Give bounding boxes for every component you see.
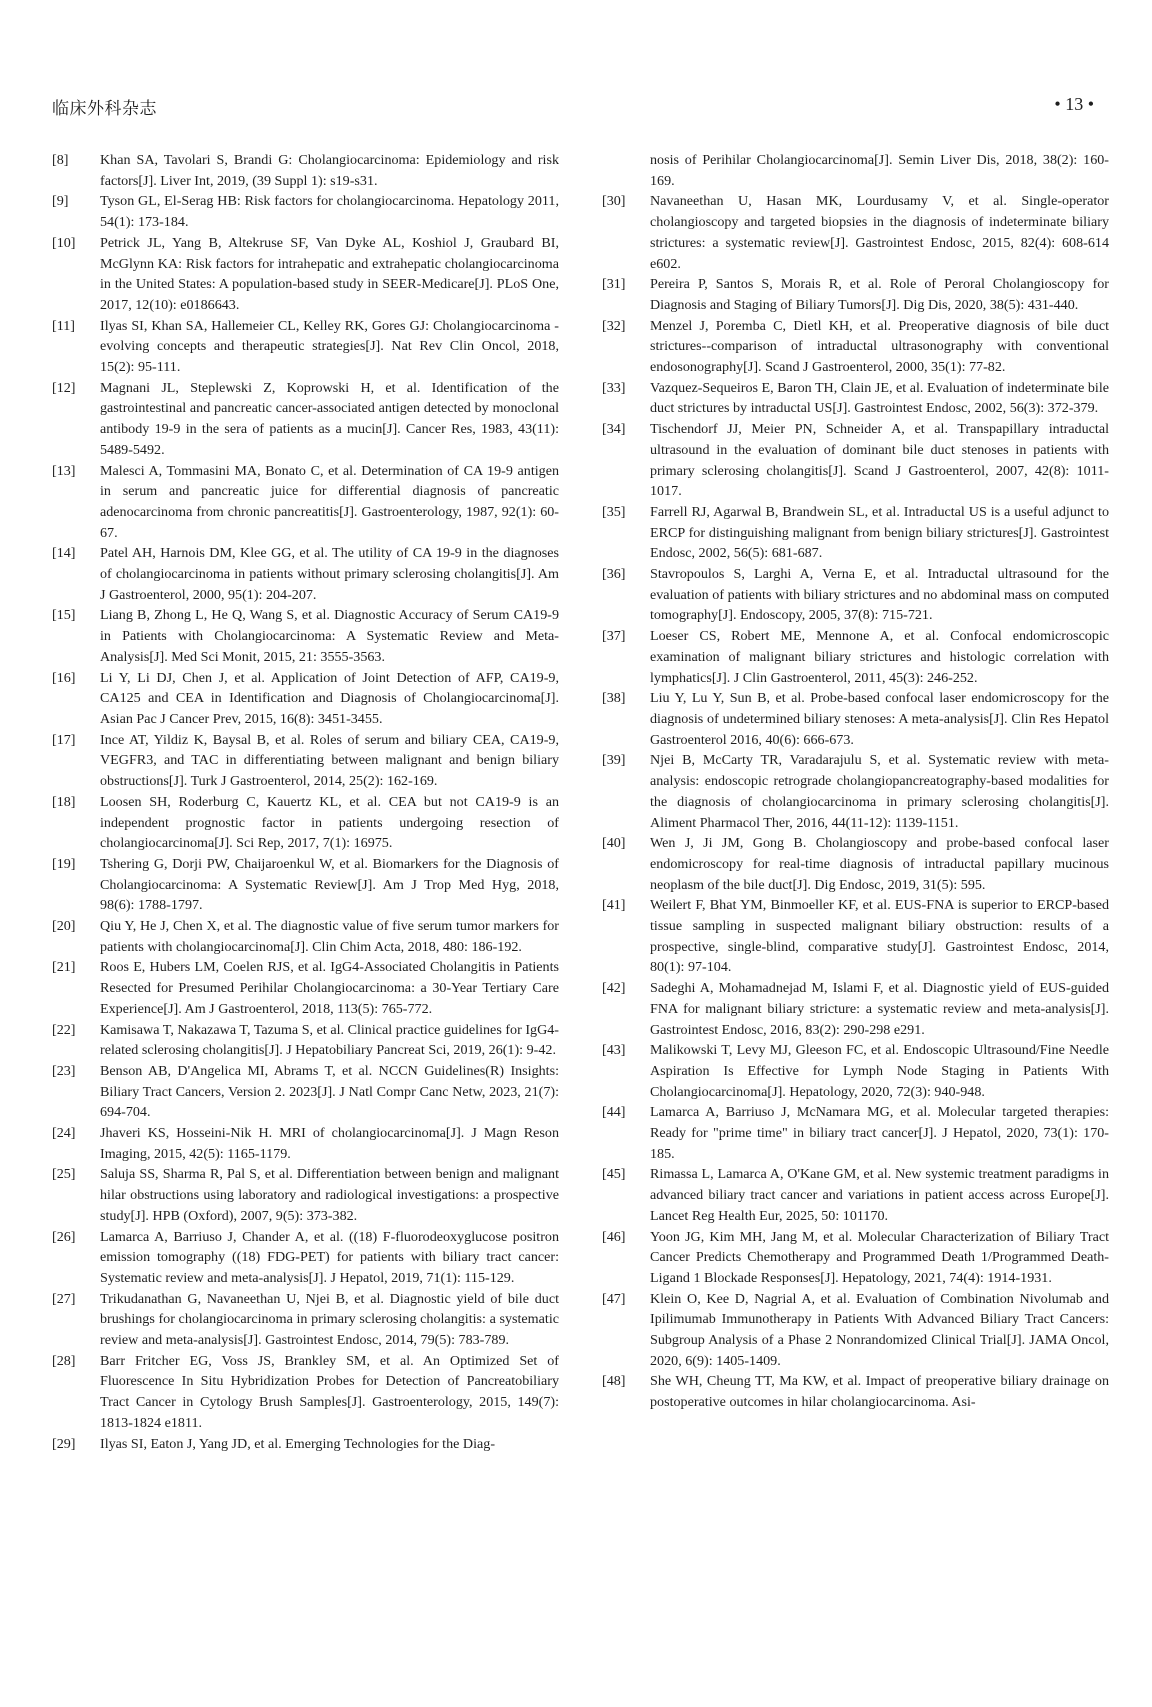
reference-item — [52, 916, 559, 957]
reference-text: Tischendorf JJ, Meier PN, Schneider A, et al. Transpapillary intraductal ultrasound in the evaluation of dominant bile duct stenoses in patients with primary sclerosing cholangitis[J]. Scand J Gastroenterol, 2007, 42(8): 1011-1017. — [650, 421, 1109, 500]
reference-text: Stavropoulos S, Larghi A, Verna E, et al. Intraductal ultrasound for the evaluation of patients with biliary strictures and no abdominal mass on computed tomography[J]. Endoscopy, 2005, 37(8): 715-721. — [650, 566, 1109, 624]
reference-text: She WH, Cheung TT, Ma KW, et al. Impact of preoperative biliary drainage on postoperative outcomes in hilar cholangiocarcinoma. Asi- — [650, 1373, 1109, 1411]
reference-item — [52, 1351, 559, 1434]
reference-text: Magnani JL, Steplewski Z, Koprowski H, et al. Identification of the gastrointestinal and pancreatic cancer-associated antigen detected by monoclonal antibody 19-9 in the sera of patients as a mucin[J]. Cancer Res, 1983, 43(11): 5489-5492. — [100, 379, 559, 458]
reference-text: Roos E, Hubers LM, Coelen RJS, et al. IgG4-Associated Cholangitis in Patients Resected for Presumed Perihilar Cholangiocarcinoma: a 30-Year Tertiary Care Experience[J]. Am J Gastroenterol, 2018, 113(5): 765-772. — [100, 959, 559, 1017]
reference-number: [45] — [602, 1166, 626, 1183]
reference-item — [602, 750, 1109, 833]
reference-text: Patel AH, Harnois DM, Klee GG, et al. The utility of CA 19-9 in the diagnoses of cholangiocarcinoma in patients without primary sclerosing cholangitis[J]. Am J Gastroenterol, 2000, 95(1): 204-207. — [100, 545, 559, 603]
reference-item — [52, 1061, 559, 1123]
reference-text: Loeser CS, Robert ME, Mennone A, et al. Confocal endomicroscopic examination of malignant biliary strictures and histologic correlation with lymphatics[J]. J Clin Gastroenterol, 2011, 45(3): 246-252. — [650, 628, 1109, 686]
reference-number: [32] — [602, 317, 626, 334]
reference-text: Njei B, McCarty TR, Varadarajulu S, et al. Systematic review with meta-analysis: endoscopic retrograde cholangiopancreatography-based modalities for the diagnosis of cholangiocarcinoma in primary sclerosing cholangitis[J]. Aliment Pharmacol Ther, 2016, 44(11-12): 1139-1151. — [650, 752, 1109, 831]
reference-text: Lamarca A, Barriuso J, Chander A, et al. ((18) F-fluorodeoxyglucose positron emission tomography ((18) FDG-PET) for patients with biliary tract cancer: Systematic review and meta-analysis[J]. J Hepatol, 2019, 71(1): 115-129. — [100, 1228, 559, 1286]
reference-number: [8] — [52, 152, 69, 168]
reference-item — [52, 1164, 559, 1226]
reference-text: Tyson GL, El-Serag HB: Risk factors for cholangiocarcinoma. Hepatology 2011, 54(1): 173-184. — [100, 193, 559, 231]
reference-item — [602, 502, 1109, 564]
reference-text: Wen J, Ji JM, Gong B. Cholangioscopy and probe-based confocal laser endomicroscopy for real-time diagnosis of intraductal papillary mucinous neoplasm of the bile duct[J]. Dig Endosc, 2019, 31(5): 595. — [650, 835, 1109, 893]
reference-item — [602, 688, 1109, 750]
reference-number: [42] — [602, 980, 626, 997]
reference-item — [52, 233, 559, 316]
reference-text: Khan SA, Tavolari S, Brandi G: Cholangiocarcinoma: Epidemiology and risk factors[J]. Liver Int, 2019, (39 Suppl 1): s19-s31. — [100, 152, 559, 189]
reference-number: [46] — [602, 1228, 626, 1245]
reference-item — [602, 419, 1109, 502]
reference-text: Malesci A, Tommasini MA, Bonato C, et al. Determination of CA 19-9 antigen in serum and pancreatic juice for differential diagnosis of pancreatic adenocarcinoma from chronic pancreatitis[J]. Gastroenterology, 1987, 92(1): 60-67. — [100, 462, 559, 541]
reference-text: Malikowski T, Levy MJ, Gleeson FC, et al. Endoscopic Ultrasound/Fine Needle Aspiration Is Effective for Lymph Node Staging in Patients With Cholangiocarcinoma[J]. Hepatology, 2020, 72(3): 940-948. — [650, 1042, 1109, 1100]
reference-text: Pereira P, Santos S, Morais R, et al. Role of Peroral Cholangioscopy for Diagnosis and Staging of Biliary Tumors[J]. Dig Dis, 2020, 38(5): 431-440. — [650, 276, 1109, 313]
reference-number: [19] — [52, 855, 76, 872]
reference-text: Menzel J, Poremba C, Dietl KH, et al. Preoperative diagnosis of bile duct strictures--comparison of intraductal ultrasonography with conventional endosonography[J]. Scand J Gastroenterol, 2000, 35(1): 77-82. — [650, 317, 1109, 376]
reference-text: Rimassa L, Lamarca A, O'Kane GM, et al. New systemic treatment paradigms in advanced biliary tract cancer and variations in patient access across Europe[J]. Lancet Reg Health Eur, 2025, 50: 101170. — [650, 1166, 1109, 1224]
reference-text: Klein O, Kee D, Nagrial A, et al. Evaluation of Combination Nivolumab and Ipilimumab Immunotherapy in Patients With Advanced Biliary Tract Cancers: Subgroup Analysis of a Phase 2 Nonrandomized Clinical Trial[J]. JAMA Oncol, 2020, 6(9): 1405-1409. — [650, 1290, 1109, 1369]
reference-item — [52, 1289, 559, 1351]
running-header — [52, 94, 1094, 120]
reference-number: [31] — [602, 276, 626, 293]
reference-number: [38] — [602, 690, 626, 707]
reference-item — [52, 1434, 559, 1455]
reference-number: [24] — [52, 1125, 76, 1142]
reference-item — [52, 1227, 559, 1289]
reference-item — [52, 792, 559, 854]
reference-number: [34] — [602, 421, 626, 438]
reference-number: [37] — [602, 628, 626, 645]
reference-text: Li Y, Li DJ, Chen J, et al. Application of Joint Detection of AFP, CA19-9, CA125 and CEA in Identification and Diagnosis of Cholangiocarcinoma[J]. Asian Pac J Cancer Prev, 2015, 16(8): 3451-3455. — [100, 669, 559, 727]
reference-number: [36] — [602, 566, 626, 583]
reference-item — [52, 461, 559, 544]
reference-text: Qiu Y, He J, Chen X, et al. The diagnostic value of five serum tumor markers for patients with cholangiocarcinoma[J]. Clin Chim Acta, 2018, 480: 186-192. — [100, 918, 559, 955]
reference-item — [602, 378, 1109, 419]
reference-item — [52, 150, 559, 191]
reference-number: [35] — [602, 503, 626, 520]
journal-title: 临床外科杂志 — [52, 99, 157, 119]
reference-text: Ilyas SI, Khan SA, Hallemeier CL, Kelley RK, Gores GJ: Cholangiocarcinoma - evolving concepts and therapeutic strategies[J]. Nat Rev Clin Oncol, 2018, 15(2): 95-111. — [100, 317, 559, 376]
reference-text: Saluja SS, Sharma R, Pal S, et al. Differentiation between benign and malignant hilar obstructions using laboratory and radiological investigations: a prospective study[J]. HPB (Oxford), 2007, 9(5): 373-382. — [100, 1166, 559, 1224]
reference-text: Loosen SH, Roderburg C, Kauertz KL, et al. CEA but not CA19-9 is an independent prognostic factor in patients undergoing resection of cholangiocarcinoma[J]. Sci Rep, 2017, 7(1): 16975. — [100, 793, 559, 852]
reference-number: [9] — [52, 193, 69, 210]
reference-item — [52, 1123, 559, 1164]
reference-number: [22] — [52, 1021, 76, 1038]
reference-number: [27] — [52, 1290, 76, 1307]
reference-item — [52, 191, 559, 232]
reference-item — [52, 1020, 559, 1061]
reference-item — [602, 1040, 1109, 1102]
reference-item — [602, 833, 1109, 895]
reference-text: Farrell RJ, Agarwal B, Brandwein SL, et al. Intraductal US is a useful adjunct to ERCP for distinguishing malignant from benign biliary strictures[J]. Gastrointest Endosc, 2002, 56(5): 681-687. — [650, 503, 1109, 562]
reference-number: [40] — [602, 835, 626, 852]
reference-item — [602, 274, 1109, 315]
reference-text: Liu Y, Lu Y, Sun B, et al. Probe-based confocal laser endomicroscopy for the diagnosis of undetermined biliary stenoses: A meta-analysis[J]. Clin Res Hepatol Gastroenterol 2016, 40(6): 666-673. — [650, 690, 1109, 748]
reference-number: [15] — [52, 607, 76, 624]
reference-text: Kamisawa T, Nakazawa T, Tazuma S, et al. Clinical practice guidelines for IgG4-related sclerosing cholangitis[J]. J Hepatobiliary Pancreat Sci, 2019, 26(1): 9-42. — [100, 1021, 559, 1059]
reference-item — [52, 730, 559, 792]
reference-text: Yoon JG, Kim MH, Jang M, et al. Molecular Characterization of Biliary Tract Cancer Predicts Chemotherapy and Programmed Death 1/Programmed Death-Ligand 1 Blockade Responses[J]. Hepatology, 2021, 74(4): 1914-1931. — [650, 1228, 1109, 1286]
reference-item — [602, 191, 1109, 274]
reference-text: Ilyas SI, Eaton J, Yang JD, et al. Emerging Technologies for the Diag- — [100, 1435, 496, 1452]
reference-item — [52, 543, 559, 605]
reference-text: Vazquez-Sequeiros E, Baron TH, Clain JE, et al. Evaluation of indeterminate bile duct strictures by intraductal US[J]. Gastrointest Endosc, 2002, 56(3): 372-379. — [650, 379, 1109, 417]
reference-text: Petrick JL, Yang B, Altekruse SF, Van Dyke AL, Koshiol J, Graubard BI, McGlynn KA: Risk factors for intrahepatic and extrahepatic cholangiocarcinoma in the United States: A population-based study in SEER-Medicare[J]. PLoS One, 2017, 12(10): e0186643. — [100, 234, 559, 313]
reference-text: Lamarca A, Barriuso J, McNamara MG, et al. Molecular targeted therapies: Ready for "prime time" in biliary tract cancer[J]. J Hepatol, 2020, 73(1): 170-185. — [650, 1104, 1109, 1162]
reference-text: Ince AT, Yildiz K, Baysal B, et al. Roles of serum and biliary CEA, CA19-9, VEGFR3, and TAC in differentiating between malignant and benign biliary obstructions[J]. Turk J Gastroenterol, 2014, 25(2): 162-169. — [100, 731, 559, 790]
reference-number: [30] — [602, 193, 626, 210]
reference-text: Weilert F, Bhat YM, Binmoeller KF, et al. EUS-FNA is superior to ERCP-based tissue sampling in suspected malignant biliary obstruction: results of a prospective, single-blind, comparative study[J]. Gastrointest Endosc, 2014, 80(1): 97-104. — [650, 897, 1109, 976]
reference-number: [10] — [52, 234, 76, 251]
reference-number: [33] — [602, 379, 626, 396]
reference-number: [47] — [602, 1290, 626, 1307]
reference-column-right — [602, 150, 1109, 1413]
reference-item — [602, 564, 1109, 626]
reference-number: [43] — [602, 1042, 626, 1059]
reference-number: [21] — [52, 959, 76, 976]
reference-item — [602, 1227, 1109, 1289]
reference-text: nosis of Perihilar Cholangiocarcinoma[J]. Semin Liver Dis, 2018, 38(2): 160-169. — [650, 152, 1109, 189]
reference-item — [52, 378, 559, 461]
reference-number: [44] — [602, 1104, 626, 1121]
reference-number: [26] — [52, 1228, 76, 1245]
reference-number: [28] — [52, 1352, 76, 1369]
reference-number: [17] — [52, 731, 76, 748]
reference-item — [52, 605, 559, 667]
reference-text: Liang B, Zhong L, He Q, Wang S, et al. Diagnostic Accuracy of Serum CA19-9 in Patients with Cholangiocarcinoma: A Systematic Review and Meta-Analysis[J]. Med Sci Monit, 2015, 21: 3555-3563. — [100, 607, 559, 665]
reference-item — [602, 1289, 1109, 1372]
reference-item — [602, 978, 1109, 1040]
page-number: • 13 • — [1054, 94, 1094, 114]
reference-number: [18] — [52, 793, 76, 810]
reference-number: [16] — [52, 669, 76, 686]
reference-number: [12] — [52, 379, 76, 396]
reference-item — [602, 626, 1109, 688]
reference-column-left — [52, 150, 559, 1454]
reference-item — [52, 316, 559, 378]
reference-item — [602, 150, 1109, 191]
reference-item — [602, 316, 1109, 378]
reference-number: [11] — [52, 317, 75, 334]
reference-item — [52, 957, 559, 1019]
reference-number: [25] — [52, 1166, 76, 1183]
reference-number: [48] — [602, 1373, 626, 1390]
reference-text: Trikudanathan G, Navaneethan U, Njei B, et al. Diagnostic yield of bile duct brushings for cholangiocarcinoma in primary sclerosing cholangitis: a systematic review and meta-analysis[J]. Gastrointest Endosc, 2014, 79(5): 783-789. — [100, 1290, 559, 1349]
reference-text: Barr Fritcher EG, Voss JS, Brankley SM, et al. An Optimized Set of Fluorescence In Situ Hybridization Probes for Detection of Pancreatobiliary Tract Cancer in Cytology Brush Samples[J]. Gastroenterology, 2015, 149(7): 1813-1824 e1811. — [100, 1352, 559, 1431]
reference-item — [602, 1102, 1109, 1164]
reference-item — [52, 668, 559, 730]
reference-text: Tshering G, Dorji PW, Chaijaroenkul W, et al. Biomarkers for the Diagnosis of Cholangiocarcinoma: A Systematic Review[J]. Am J Trop Med Hyg, 2018, 98(6): 1788-1797. — [100, 855, 559, 914]
reference-number: [29] — [52, 1435, 76, 1452]
reference-item — [602, 1164, 1109, 1226]
reference-number: [23] — [52, 1062, 76, 1079]
reference-text: Jhaveri KS, Hosseini-Nik H. MRI of cholangiocarcinoma[J]. J Magn Reson Imaging, 2015, 42(5): 1165-1179. — [100, 1125, 559, 1162]
reference-item — [602, 1371, 1109, 1412]
reference-text: Benson AB, D'Angelica MI, Abrams T, et al. NCCN Guidelines(R) Insights: Biliary Tract Cancers, Version 2. 2023[J]. J Natl Compr Canc Netw, 2023, 21(7): 694-704. — [100, 1062, 559, 1121]
reference-item — [52, 854, 559, 916]
reference-number: [39] — [602, 752, 626, 769]
reference-text: Sadeghi A, Mohamadnejad M, Islami F, et al. Diagnostic yield of EUS-guided FNA for malignant biliary stricture: a systematic review and meta-analysis[J]. Gastrointest Endosc, 2016, 83(2): 290-298 e291. — [650, 980, 1109, 1038]
reference-number: [20] — [52, 918, 76, 935]
reference-number: [13] — [52, 462, 76, 479]
reference-text: Navaneethan U, Hasan MK, Lourdusamy V, et al. Single-operator cholangioscopy and targeted biopsies in the diagnosis of indeterminate biliary strictures: a systematic review[J]. Gastrointest Endosc, 2015, 82(4): 608-614 e602. — [650, 193, 1109, 272]
reference-number: [41] — [602, 897, 626, 914]
reference-number: [14] — [52, 545, 76, 562]
reference-item — [602, 895, 1109, 978]
